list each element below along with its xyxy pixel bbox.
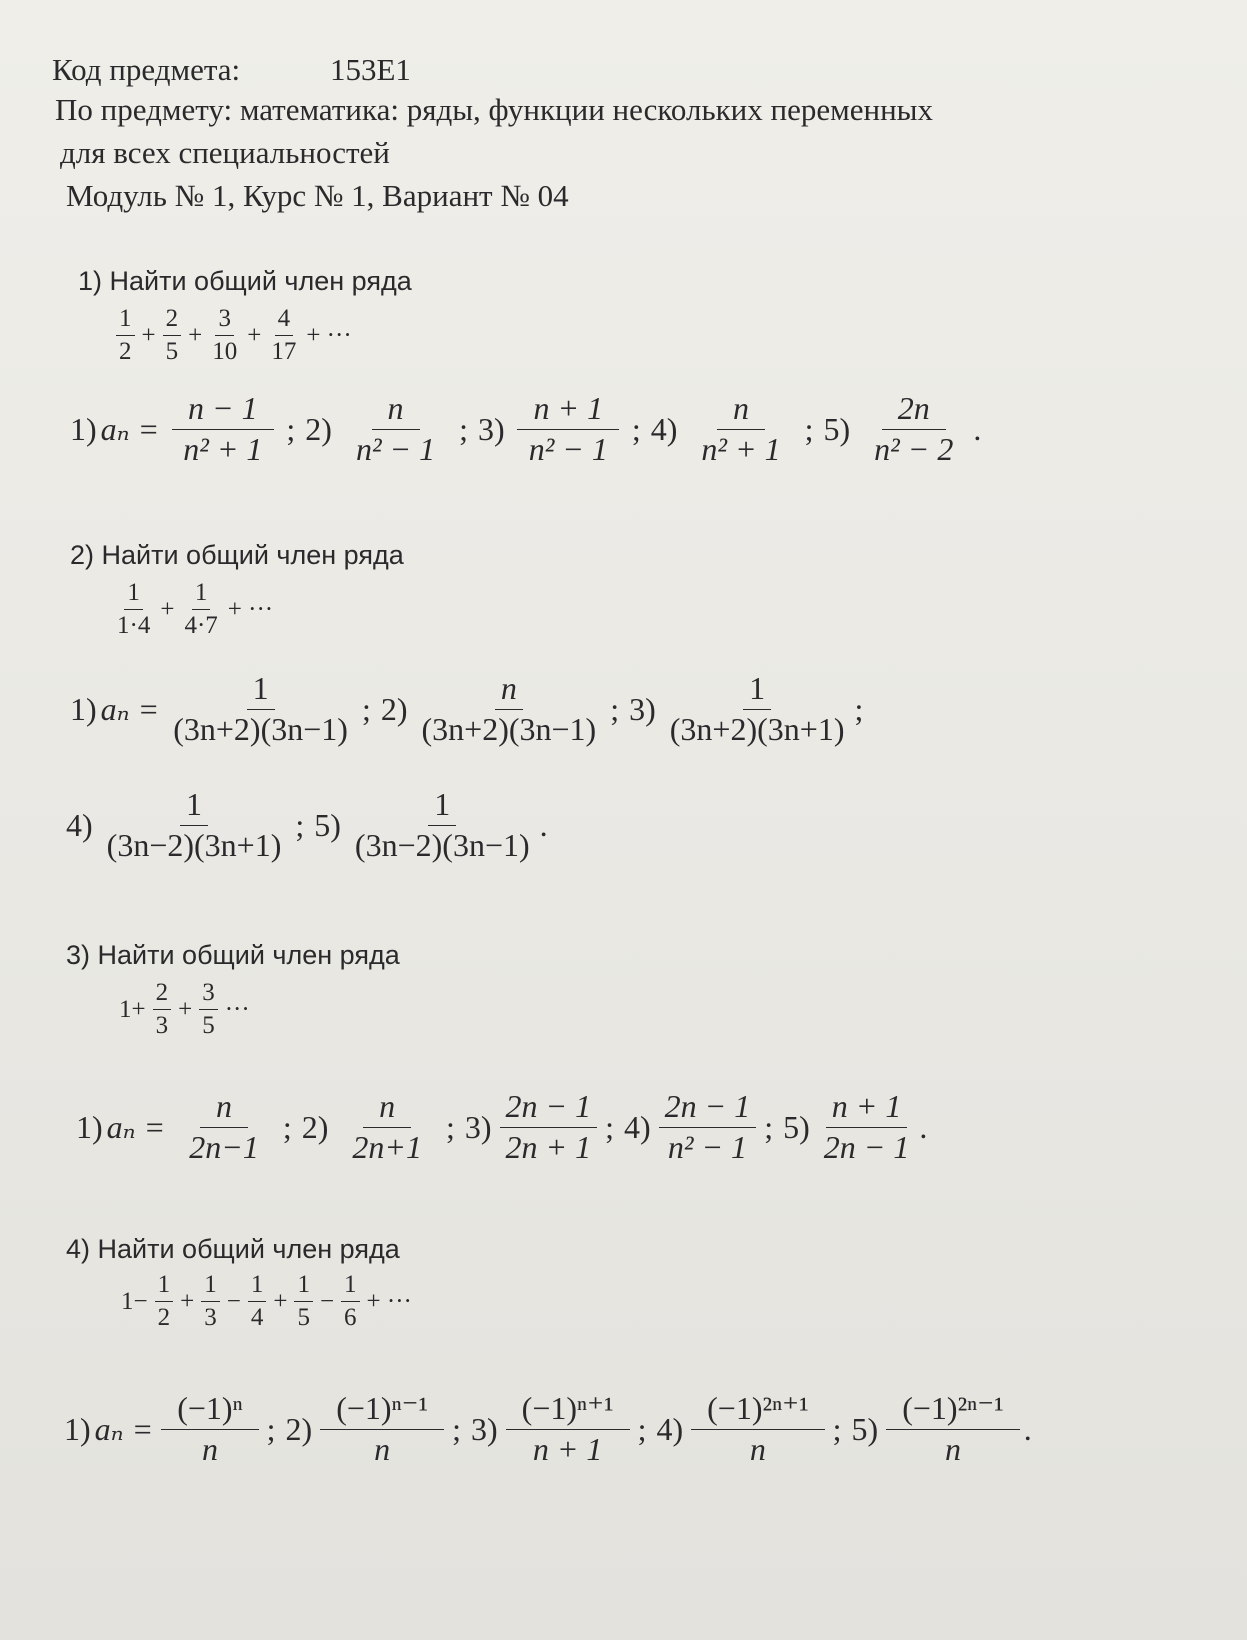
series-term: $\frac{2}{3}$ <box>153 980 172 1040</box>
problem-1-series: $\frac{1}{2}$ + $\frac{2}{5}$ + $\frac{3}{10}$ + $\frac{4}{17}$ + ··· <box>112 306 355 366</box>
option-1-fraction: $\frac{n - 1}{\text{n² + 1}}$ <box>167 392 278 466</box>
an-label: aₙ = <box>94 1411 154 1448</box>
option-3-fraction: $\frac{n + 1}{\text{n² − 1}}$ <box>513 392 624 466</box>
option-label: 4) <box>66 806 93 843</box>
problem-4-heading: 4) Найти общий член ряда <box>66 1234 400 1264</box>
option-2-fraction: $\frac{n}{2n+1}$ <box>352 1088 422 1165</box>
option-5-fraction: $\frac{n + 1}{2n - 1}$ <box>823 1088 910 1165</box>
an-label: aₙ = <box>100 411 160 448</box>
subject-code-value: 153E1 <box>330 52 411 87</box>
option-label: 1) <box>76 1108 103 1145</box>
option-4-fraction: $\frac{1}{(3n-2)(3n+1)}$ <box>106 786 282 863</box>
problem-4-series: 1− $\frac{1}{2}$ + $\frac{1}{3}$ − $\frac{1}{4}$ + $\frac{1}{5}$ − $\frac{1}{6}$ + ··· <box>121 1271 412 1332</box>
audience-line: для всех специальностей <box>60 135 390 170</box>
option-label: 3) <box>629 690 656 727</box>
option-5-fraction: $\frac{2n}{\text{n² − 2}}$ <box>874 390 954 467</box>
option-2-fraction: $\frac{\text{(−1)ⁿ⁻¹}}{n}$ <box>320 1392 444 1466</box>
option-5-fraction: $\frac{1}{(3n-2)(3n-1)}$ <box>354 786 530 863</box>
option-1-fraction: $\frac{1}{(3n+2)(3n-1)}$ <box>173 670 348 747</box>
problem-2-options-line2: 4) $\frac{1}{(3n-2)(3n+1)}$ ; 5) $\frac{1}{(3n-2)(3n-1)}$ . <box>66 786 548 863</box>
option-label: 5) <box>314 806 341 843</box>
problem-2-series: $\frac{1}{1\cdot 4}$ + $\frac{1}{4\cdot 7}$ + ··· <box>110 580 276 640</box>
option-4-fraction: $\frac{2n - 1}{\text{n² − 1}}$ <box>659 1090 757 1164</box>
option-3-fraction: $\frac{1}{(3n+2)(3n+1)}$ <box>669 670 845 747</box>
series-term: $\frac{1}{1\cdot 4}$ <box>117 579 151 640</box>
option-4-fraction: $\frac{n}{\text{n² + 1}}$ <box>701 390 781 467</box>
option-label: 1) <box>70 410 97 447</box>
subject-line: По предмету: математика: ряды, функции нескольких переменных <box>55 92 934 127</box>
option-label: 4) <box>623 1108 651 1145</box>
series-term: $\frac{1}{4\cdot 7}$ <box>184 579 218 640</box>
series-term: $\frac{1}{3}$ <box>201 1272 220 1332</box>
series-term: $\frac{4}{17}$ <box>271 305 297 366</box>
option-label: 3) <box>471 1410 498 1447</box>
an-label: aₙ = <box>106 1109 166 1146</box>
problem-4-options: 1) aₙ = $\frac{\text{(−1)ⁿ}}{n}$ ; 2) $\frac{\text{(−1)ⁿ⁻¹}}{n}$ ; 3) $\frac{\text{(−1)ⁿ⁺¹}}{n + 1}$ ; 4) $\frac{\text{(−1)²ⁿ⁺¹}}{n}$ ; 5) $\frac{\text{(−1)²ⁿ⁻¹}}{n}$ . <box>64 1390 1032 1467</box>
problem-1-options: 1) aₙ = $\frac{n - 1}{\text{n² + 1}}$ ; 2) $\frac{n}{\text{n² − 1}}$ ; 3) $\frac{n + 1}{\text{n² − 1}}$ ; 4) $\frac{n}{\text{n² + 1}}$ ; 5) $\frac{2n}{\text{n² − 2}}$ . <box>70 390 982 467</box>
series-term: $\frac{3}{5}$ <box>199 980 218 1040</box>
problem-3-series: 1+ $\frac{2}{3}$ + $\frac{3}{5}$ ··· <box>119 979 250 1040</box>
problem-1-heading: 1) Найти общий член ряда <box>78 266 412 296</box>
option-label: 3) <box>478 410 505 447</box>
problem-2-options-line1: 1) aₙ = $\frac{1}{(3n+2)(3n-1)}$ ; 2) $\frac{n}{(3n+2)(3n-1)}$ ; 3) $\frac{1}{(3n+2)(3n+1)}$ ; <box>70 670 864 747</box>
option-label: 3) <box>464 1108 492 1145</box>
option-label: 2) <box>301 1108 329 1145</box>
option-label: 1) <box>70 690 97 727</box>
option-5-fraction: $\frac{\text{(−1)²ⁿ⁻¹}}{n}$ <box>886 1392 1020 1466</box>
option-3-fraction: $\frac{\text{(−1)ⁿ⁺¹}}{n + 1}$ <box>506 1392 630 1466</box>
option-1-fraction: $\frac{n}{2n-1}$ <box>189 1088 259 1165</box>
option-label: 5) <box>823 410 851 447</box>
option-label: 2) <box>305 410 332 447</box>
problem-2-heading: 2) Найти общий член ряда <box>70 540 404 570</box>
an-label: aₙ = <box>100 691 160 728</box>
series-term: $\frac{3}{10}$ <box>212 305 238 366</box>
option-label: 5) <box>851 1410 879 1447</box>
subject-code-label: Код предмета: <box>52 52 241 87</box>
option-label: 1) <box>64 1410 91 1447</box>
option-1-fraction: $\frac{\text{(−1)ⁿ}}{n}$ <box>161 1392 258 1466</box>
option-2-fraction: $\frac{n}{(3n+2)(3n-1)}$ <box>421 670 597 747</box>
option-4-fraction: $\frac{\text{(−1)²ⁿ⁺¹}}{n}$ <box>691 1392 825 1466</box>
module-line: Модуль № 1, Курс № 1, Вариант № 04 <box>66 178 569 213</box>
option-label: 5) <box>783 1108 810 1145</box>
option-label: 4) <box>656 1410 684 1447</box>
series-term: $\frac{1}{6}$ <box>341 1272 360 1332</box>
option-2-fraction: $\frac{n}{\text{n² − 1}}$ <box>355 390 436 467</box>
problem-3-heading: 3) Найти общий член ряда <box>66 940 400 970</box>
problem-3-options: 1) aₙ = $\frac{n}{2n-1}$ ; 2) $\frac{n}{2n+1}$ ; 3) $\frac{2n - 1}{2n + 1}$ ; 4) $\frac{2n - 1}{\text{n² − 1}}$ ; 5) $\frac{n + 1}{2n - 1}$ . <box>76 1088 928 1165</box>
series-term: $\frac{1}{2}$ <box>116 306 135 366</box>
option-label: 4) <box>650 410 678 447</box>
option-3-fraction: $\frac{2n - 1}{2n + 1}$ <box>500 1090 598 1164</box>
option-label: 2) <box>285 1410 313 1447</box>
series-term: $\frac{1}{5}$ <box>294 1272 313 1332</box>
series-term: $\frac{1}{2}$ <box>155 1272 174 1332</box>
option-label: 2) <box>380 690 408 727</box>
series-term: $\frac{1}{4}$ <box>248 1272 267 1332</box>
series-term: $\frac{2}{5}$ <box>163 306 182 366</box>
